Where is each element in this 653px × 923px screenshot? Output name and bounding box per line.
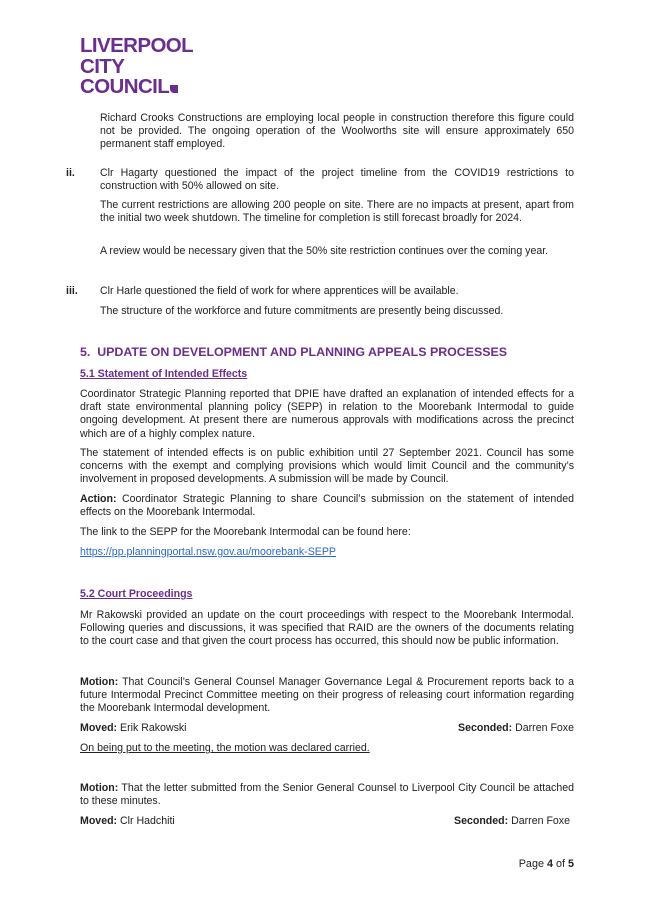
carried-statement: On being put to the meeting, the motion was declared carried. <box>80 742 370 754</box>
sepp-link[interactable]: https://pp.planningportal.nsw.gov.au/moorebank-SEPP <box>80 546 336 558</box>
paragraph: Clr Hagarty questioned the impact of the project timeline from the COVID19 restrictions to construction with 50% allowed on site. <box>100 167 574 193</box>
logo-line1: LIVERPOOL <box>80 34 194 57</box>
logo-line3: COUNCIL <box>80 75 170 98</box>
list-number: ii. <box>66 167 75 179</box>
moved-name: Erik Rakowski <box>117 722 187 734</box>
moved-label: Moved: <box>80 722 118 734</box>
motion-paragraph <box>80 782 574 808</box>
link-paragraph <box>80 546 574 559</box>
page-of: of <box>552 858 568 870</box>
page-number <box>519 858 574 871</box>
moved-name: Clr Hadchiti <box>117 815 175 827</box>
logo-line2: CITY <box>80 54 125 78</box>
motion-text: That Council’s General Counsel Manager Governance Legal & Procurement reports back to a future Intermodal Precinct Committee meeting on their progress of releasing court information regarding the Moorebank Intermodal development. <box>80 676 574 715</box>
motion-label: Motion: <box>80 782 119 794</box>
moved-row <box>80 722 574 735</box>
total-pages: 5 <box>567 858 574 870</box>
paragraph: The structure of the workforce and future commitments are presently being discussed. <box>100 305 504 317</box>
subsection-heading: 5.1 Statement of Intended Effects <box>80 368 248 380</box>
paragraph: A review would be necessary given that the 50% site restriction continues over the coming year. <box>100 245 549 257</box>
council-logo <box>80 36 193 98</box>
action-paragraph <box>80 493 574 519</box>
moved-label: Moved: <box>80 815 118 827</box>
motion-text: That the letter submitted from the Senior General Counsel to Liverpool City Council be attached to these minutes. <box>80 782 574 808</box>
paragraph: Mr Rakowski provided an update on the court proceedings with respect to the Moorebank Intermodal. Following queries and discussions, it was specified that RAID are the owners of the documents relating to the court case and that given the court process has occurred, this should now be public information. <box>80 609 574 648</box>
paragraph: Richard Crooks Constructions are employing local people in construction therefore this figure could not be provided. The ongoing operation of the Woolworths site will ensure approximately 650 permanent staff employed. <box>100 112 574 151</box>
motion-label: Motion: <box>80 676 119 688</box>
paragraph: The current restrictions are allowing 200 people on site. There are no impacts at present, apart from the initial two week shutdown. The timeline for completion is still forecast broadly for 2024. <box>100 199 574 225</box>
action-label: Action: <box>80 493 117 505</box>
seconded-name: Darren Foxe <box>512 722 574 734</box>
logo-dot-icon <box>170 85 178 93</box>
current-page: 4 <box>546 858 553 870</box>
seconded-label: Seconded: <box>454 815 509 827</box>
paragraph: The statement of intended effects is on public exhibition until 27 September 2021. Council has some concerns with the exempt and complying provisions which would limit Council and the community’s involvement in proposed developments. A submission will be made by Council. <box>80 447 574 486</box>
seconded-label: Seconded: <box>458 722 513 734</box>
moved-row <box>80 815 570 828</box>
seconded-name: Darren Foxe <box>508 815 570 827</box>
paragraph: Clr Harle questioned the field of work for where apprentices will be available. <box>100 285 459 297</box>
subsection-heading: 5.2 Court Proceedings <box>80 588 193 600</box>
action-text: Coordinator Strategic Planning to share Council’s submission on the statement of intended effects on the Moorebank Intermodal. <box>80 493 574 519</box>
list-number: iii. <box>66 285 78 297</box>
paragraph: The link to the SEPP for the Moorebank Intermodal can be found here: <box>80 526 411 538</box>
page-label: Page <box>518 858 547 870</box>
motion-paragraph <box>80 676 574 716</box>
paragraph: Coordinator Strategic Planning reported that DPIE have drafted an explanation of intended effects for a draft state environmental planning policy (SEPP) in relation to the Moorebank Intermodal to guide ongoing development. At present there are numerous approvals with modifications across the precinct which are of a highly complex nature. <box>80 388 574 440</box>
section-heading: 5. UPDATE ON DEVELOPMENT AND PLANNING APPEALS PROCESSES <box>80 345 508 359</box>
